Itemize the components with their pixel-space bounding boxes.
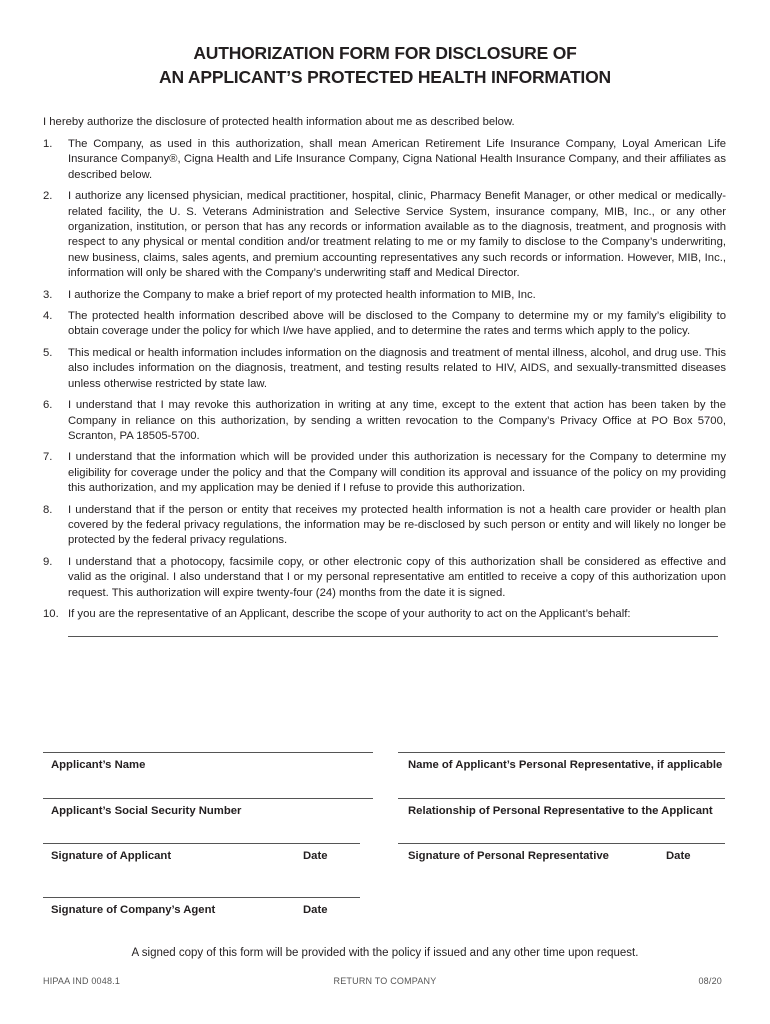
applicant-name-label: Applicant’s Name <box>51 759 146 771</box>
applicant-ssn-label: Applicant’s Social Security Number <box>51 805 242 817</box>
term-text: I understand that a photocopy, facsimile copy, or other electronic copy of this authorization shall be considered as effective and valid as the original. I also understand that I or my personal representative am entitled to receive a copy of this authorization upon request. This authorization will expire twenty-four (24) months from the date it is signed. <box>68 555 726 599</box>
term-item-6 <box>43 398 726 444</box>
agent-date-label: Date <box>303 904 328 916</box>
representative-authority-input-line[interactable] <box>68 636 718 637</box>
signed-copy-notice: A signed copy of this form will be provided with the policy if issued and any other time upon request. <box>131 947 639 959</box>
revision-date: 08/20 <box>698 976 722 986</box>
term-item-4 <box>43 309 726 340</box>
form-id: HIPAA IND 0048.1 <box>43 976 121 986</box>
agent-signature-line[interactable] <box>43 897 360 898</box>
rep-signature-line[interactable] <box>398 843 725 844</box>
rep-relationship-label: Relationship of Personal Representative to the Applicant <box>408 805 713 817</box>
term-item-2 <box>43 189 726 281</box>
term-number: 4. <box>43 310 53 323</box>
term-item-1 <box>43 137 726 183</box>
term-item-10 <box>43 607 726 622</box>
form-title-line-1: AUTHORIZATION FORM FOR DISCLOSURE OF <box>193 43 577 63</box>
rep-name-label: Name of Applicant’s Personal Representative, if applicable <box>408 759 723 771</box>
term-text: The Company, as used in this authorization, shall mean American Retirement Life Insurance Company, Loyal American Life Insurance Company®, Cigna Health and Life Insurance Company, Cigna National Health Insurance Company, and their affiliates as described below. <box>68 138 726 181</box>
authorization-terms-list <box>43 137 726 628</box>
agent-signature-label: Signature of Company’s Agent <box>51 904 216 916</box>
term-text: I understand that if the person or entity that receives my protected health information is not a health care provider or health plan covered by the federal privacy regulations, the information may be re-disclosed by such person or entity and will likely no longer be protected by the federal privacy regulations. <box>68 503 726 547</box>
applicant-ssn-line[interactable] <box>43 798 373 799</box>
rep-signature-label: Signature of Personal Representative <box>408 850 609 862</box>
rep-name-line[interactable] <box>398 752 725 753</box>
applicant-date-label: Date <box>303 850 328 862</box>
term-item-7 <box>43 450 726 496</box>
term-text: I authorize any licensed physician, medical practitioner, hospital, clinic, Pharmacy Benefit Manager, or other medical or medically-related facility, the U. S. Veterans Administration and Selective Service System, insurance company, MIB, Inc., or any other organization, institution, or person that has any records or information available as to the diagnosis, treatment, and prognosis with respect to any physical or mental condition and/or treatment relating to me or my family to disclose to the Company’s underwriting, new business, claims, sales agents, and premium accounting representatives any such records or information. However, MIB, Inc., information will only be shared with the Company’s underwriting staff and Medical Director. <box>68 190 726 280</box>
term-item-9 <box>43 555 726 601</box>
return-to-company: RETURN TO COMPANY <box>333 976 437 986</box>
rep-date-label: Date <box>666 850 691 862</box>
term-text: I understand that I may revoke this authorization in writing at any time, except to the extent that action has been taken by the Company in reliance on this authorization, by sending a written revocation to the Company’s Privacy Office at PO Box 5700, Scranton, PA 18505-5700. <box>68 399 726 442</box>
applicant-name-line[interactable] <box>43 752 373 753</box>
applicant-signature-line[interactable] <box>43 843 360 844</box>
form-title-line-2: AN APPLICANT’S PROTECTED HEALTH INFORMATION <box>159 67 611 87</box>
term-text: This medical or health information includes information on the diagnosis and treatment of mental illness, alcohol, and drug use. This also includes information on the diagnosis, treatment, and testing results related to HIV, AIDS, and sexually-transmitted diseases unless otherwise restricted by state law. <box>68 346 726 390</box>
term-number: 9. <box>43 555 53 568</box>
term-number: 7. <box>43 451 53 464</box>
applicant-signature-label: Signature of Applicant <box>51 850 172 862</box>
term-number: 2. <box>43 190 53 203</box>
term-item-8 <box>43 503 726 549</box>
term-text: The protected health information described above will be disclosed to the Company to determine my or my family’s eligibility to obtain coverage under the policy for which I/we have applied, and to determine the rates and terms which apply to the policy. <box>68 310 726 338</box>
term-number: 10. <box>43 607 59 620</box>
term-number: 6. <box>43 399 53 412</box>
intro-statement: I hereby authorize the disclosure of protected health information about me as described below. <box>43 116 515 128</box>
term-number: 1. <box>43 138 53 150</box>
term-text: I authorize the Company to make a brief report of my protected health information to MIB, Inc. <box>68 288 536 301</box>
term-number: 5. <box>43 346 53 359</box>
term-text: I understand that the information which will be provided under this authorization is necessary for the Company to determine my eligibility for coverage under the policy and that the Company will condition its approval and issuance of the policy on my providing this authorization, and my application may be denied if I refuse to provide this authorization. <box>68 451 726 495</box>
rep-relationship-line[interactable] <box>398 798 725 799</box>
term-item-3 <box>43 288 726 303</box>
term-item-5 <box>43 346 726 392</box>
term-text: If you are the representative of an Applicant, describe the scope of your authority to act on the Applicant’s behalf: <box>68 607 631 620</box>
term-number: 3. <box>43 288 53 301</box>
term-number: 8. <box>43 503 53 516</box>
